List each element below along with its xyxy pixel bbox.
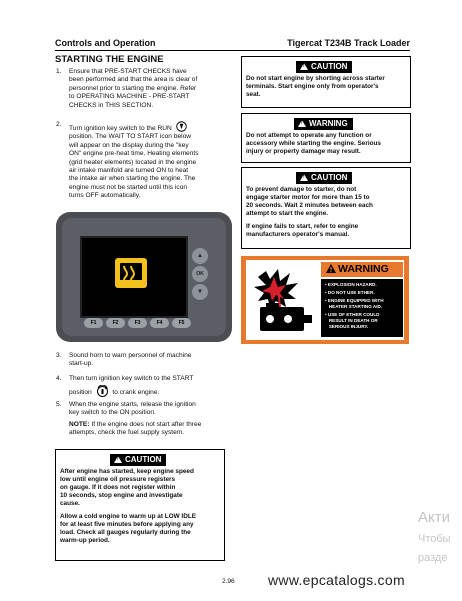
display-up-button[interactable]: ▲ — [192, 248, 208, 264]
display-f2-key[interactable]: F2 — [106, 318, 125, 328]
step-line: to OPERATING MACHINE - PRE-START — [69, 93, 190, 101]
watermark-text: Чтобы — [418, 533, 451, 545]
step-number: 1. — [56, 68, 62, 75]
decal-text-panel — [321, 279, 403, 337]
display-f1-key[interactable]: F1 — [84, 318, 103, 328]
header-manual-title: Tigercat T234B Track Loader — [287, 38, 410, 48]
display-f5-key[interactable]: F5 — [172, 318, 191, 328]
step-line: When the engine starts, release the ignition — [69, 401, 196, 408]
warning-badge — [294, 118, 353, 130]
caution-badge-label: CAUTION — [125, 455, 162, 464]
alert-triangle-icon — [300, 63, 308, 70]
decal-bullet: HEATER STARTING AID. — [325, 304, 383, 309]
step-line: the intake air when starting the engine. The — [69, 175, 196, 183]
warning-line: Do not attempt to operate any function or — [246, 132, 372, 139]
decal-bullet: • DO NOT USE ETHER. — [325, 290, 375, 295]
step-line: Ensure that PRE-START CHECKS have — [69, 68, 187, 75]
caution-line: attempt to start the engine. — [246, 210, 329, 217]
step-line: position — [69, 389, 92, 397]
step-line: Then turn ignition key switch to the START — [69, 375, 194, 382]
watermark-text: разде — [418, 552, 448, 564]
step-5 — [56, 401, 246, 419]
header-rule — [55, 50, 410, 51]
step-3 — [56, 352, 246, 370]
step-line: ON" engine pre-heat time. Heating elements — [69, 150, 199, 158]
watermark-text: Акти — [418, 509, 450, 526]
step-number: 3. — [56, 352, 62, 359]
display-down-button[interactable]: ▼ — [192, 284, 208, 300]
display-ok-button[interactable]: OK — [192, 266, 208, 282]
warning-line: injury or property damage may result. — [246, 148, 361, 155]
note-label: NOTE: — [69, 421, 90, 428]
caution-line: Do not start engine by shorting across starter — [246, 75, 385, 82]
step-line: will appear on the display during the "key — [69, 141, 189, 149]
step-1 — [56, 68, 246, 114]
alert-triangle-icon — [114, 456, 122, 463]
caution-line: warm-up period. — [60, 537, 110, 544]
caution-line: To prevent damage to starter, do not — [246, 186, 357, 193]
display-f3-key[interactable]: F3 — [128, 318, 147, 328]
step-line: Sound horn to warn personnel of machine — [69, 352, 192, 359]
step-line: CHECKS in THIS SECTION. — [69, 101, 154, 109]
note — [69, 421, 247, 439]
caution-line: low until engine oil pressure registers — [60, 476, 176, 483]
step-line: to crank engine. — [112, 389, 160, 397]
caution-line: engage starter motor for more than 15 to — [246, 194, 370, 201]
caution-badge — [110, 454, 166, 466]
caution-line: 20 seconds. Wait 2 minutes between each — [246, 202, 373, 209]
step-line: air intake manifold are turned ON to heat — [69, 167, 189, 175]
caution-line: If engine fails to start, refer to engine — [246, 223, 359, 230]
caution-line: 10 seconds, stop engine and investigate — [60, 492, 183, 499]
warning-box-accessories — [241, 113, 411, 163]
caution-badge — [296, 172, 352, 184]
step-2 — [56, 121, 246, 201]
display-screen — [80, 236, 188, 318]
decal-title — [326, 262, 389, 277]
caution-badge — [296, 61, 352, 73]
explosion-hazard-icon — [248, 263, 318, 337]
caution-box-starter-duration — [241, 167, 411, 249]
step-number: 5. — [56, 401, 62, 408]
caution-badge-label: CAUTION — [311, 173, 348, 182]
caution-line: seat. — [246, 91, 261, 98]
step-line: engine must not be started until this icon — [69, 183, 188, 191]
warning-line: accessory while starting the engine. Serious — [246, 140, 381, 147]
step-line: position. The WAIT TO START icon below — [69, 133, 192, 141]
step-line: key switch to the ON position. — [69, 409, 156, 417]
wait-to-start-icon — [80, 236, 184, 314]
section-title: STARTING THE ENGINE — [55, 54, 164, 65]
decal-bullet: SERIOUS INJURY. — [325, 324, 369, 329]
step-line: start-up. — [69, 360, 94, 368]
caution-line: After engine has started, keep engine speed — [60, 468, 194, 475]
decal-title-text: WARNING — [338, 263, 389, 275]
alert-triangle-icon — [300, 174, 308, 181]
step-line: been performed and that the area is clear of — [69, 76, 198, 84]
caution-line: on gauge. If it does not register within — [60, 484, 176, 491]
caution-line: cause. — [60, 500, 80, 507]
ignition-key-run-icon — [176, 121, 187, 132]
caution-line: terminals. Start engine only from operator's — [246, 83, 379, 90]
decal-bullet: • EXPLOSION HAZARD. — [325, 282, 377, 287]
caution-line: for at least five minutes before applying any — [60, 521, 194, 528]
step-number: 4. — [56, 375, 62, 382]
caution-badge-label: CAUTION — [311, 62, 348, 71]
step-number: 2. — [56, 121, 62, 128]
caution-line: manufacturers operator's manual. — [246, 231, 350, 238]
header-section-title: Controls and Operation — [55, 38, 156, 48]
alert-triangle-icon — [326, 264, 336, 273]
step-4 — [56, 375, 246, 397]
alert-triangle-icon — [298, 120, 306, 127]
step-line: turns OFF automatically. — [69, 192, 141, 200]
note-line: attempts, check the fuel supply system. — [69, 429, 185, 437]
display-f4-key[interactable]: F4 — [150, 318, 169, 328]
warning-badge-label: WARNING — [309, 119, 348, 128]
step-line: personnel prior to starting the engine. Refer — [69, 84, 197, 92]
caution-box-starter-terminals — [241, 56, 411, 108]
decal-bullet: RESULT IN DEATH OR — [325, 318, 378, 323]
footer-url: www.epcatalogs.com — [268, 572, 405, 588]
ignition-key-start-icon — [96, 385, 109, 397]
note-line: If the engine does not start after three — [91, 421, 202, 428]
step-line: (grid heater elements) located in the engine — [69, 158, 197, 166]
caution-box-warmup — [55, 449, 225, 561]
caution-line: load. Check all gauges regularly during the — [60, 529, 191, 536]
page-number: 2.96 — [222, 578, 235, 585]
caution-line: Allow a cold engine to warm up at LOW IDLE — [60, 513, 196, 520]
step-line: Turn ignition key switch to the RUN — [69, 125, 172, 132]
decal-bullet: • ENGINE EQUIPPED WITH — [325, 298, 384, 303]
decal-bullet: • USE OF ETHER COULD — [325, 312, 380, 317]
